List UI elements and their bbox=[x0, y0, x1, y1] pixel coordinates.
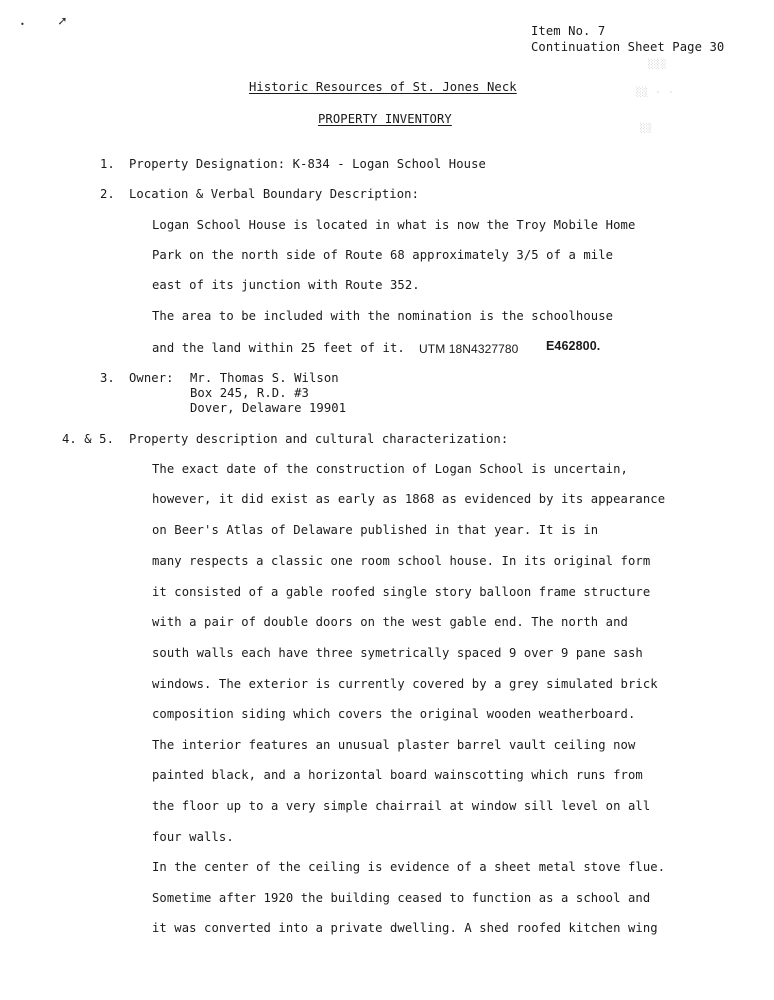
location-line: and the land within 25 feet of it. bbox=[152, 341, 405, 355]
description-line: however, it did exist as early as 1868 as evidenced by its appearance bbox=[152, 492, 666, 506]
faded-stamp-mark: ░░ bbox=[640, 124, 653, 134]
faded-stamp-mark: ░░░ bbox=[648, 60, 668, 70]
location-line: Park on the north side of Route 68 approximately 3/5 of a mile bbox=[152, 248, 614, 262]
section-number: 2. bbox=[100, 187, 115, 201]
section-number: 1. bbox=[100, 157, 115, 171]
description-line: The exact date of the construction of Logan School is uncertain, bbox=[152, 462, 628, 476]
owner-address-line: Dover, Delaware 19901 bbox=[190, 401, 347, 415]
location-line: east of its junction with Route 352. bbox=[152, 278, 420, 292]
description-heading: Property description and cultural characterization: bbox=[129, 432, 509, 446]
section-number: 4. & 5. bbox=[62, 432, 115, 446]
corner-dot-mark: • bbox=[20, 20, 25, 29]
page-subtitle: PROPERTY INVENTORY bbox=[318, 112, 452, 126]
location-line: Logan School House is located in what is now the Troy Mobile Home bbox=[152, 218, 636, 232]
corner-speck-mark: ➚ bbox=[58, 14, 67, 30]
continuation-sheet-page: Continuation Sheet Page 30 bbox=[531, 40, 725, 54]
page-title: Historic Resources of St. Jones Neck bbox=[249, 80, 517, 94]
description-line: many respects a classic one room school house. In its original form bbox=[152, 554, 651, 568]
section-number: 3. bbox=[100, 371, 115, 385]
description-line: Sometime after 1920 the building ceased to function as a school and bbox=[152, 891, 651, 905]
faded-stamp-mark: ░░ · · bbox=[636, 88, 675, 98]
description-line: four walls. bbox=[152, 830, 234, 844]
description-line: on Beer's Atlas of Delaware published in that year. It is in bbox=[152, 523, 599, 537]
utm-easting: E462800. bbox=[546, 339, 601, 353]
description-line: the floor up to a very simple chairrail at window sill level on all bbox=[152, 799, 651, 813]
description-line: it consisted of a gable roofed single story balloon frame structure bbox=[152, 585, 651, 599]
owner-label: Owner: bbox=[129, 371, 174, 385]
description-line: windows. The exterior is currently covered by a grey simulated brick bbox=[152, 677, 658, 691]
description-line: composition siding which covers the original wooden weatherboard. bbox=[152, 707, 636, 721]
utm-coordinate: UTM 18N4327780 bbox=[419, 342, 519, 356]
location-line: The area to be included with the nomination is the schoolhouse bbox=[152, 309, 614, 323]
location-heading: Location & Verbal Boundary Description: bbox=[129, 187, 420, 201]
owner-name: Mr. Thomas S. Wilson bbox=[190, 371, 339, 385]
description-line: south walls each have three symetrically spaced 9 over 9 pane sash bbox=[152, 646, 643, 660]
description-line: In the center of the ceiling is evidence of a sheet metal stove flue. bbox=[152, 860, 666, 874]
description-line: it was converted into a private dwelling. A shed roofed kitchen wing bbox=[152, 921, 658, 935]
item-number: Item No. 7 bbox=[531, 24, 606, 38]
description-line: with a pair of double doors on the west gable end. The north and bbox=[152, 615, 628, 629]
owner-address-line: Box 245, R.D. #3 bbox=[190, 386, 309, 400]
description-line: The interior features an unusual plaster barrel vault ceiling now bbox=[152, 738, 636, 752]
property-designation: Property Designation: K-834 - Logan School House bbox=[129, 157, 486, 171]
description-line: painted black, and a horizontal board wainscotting which runs from bbox=[152, 768, 643, 782]
